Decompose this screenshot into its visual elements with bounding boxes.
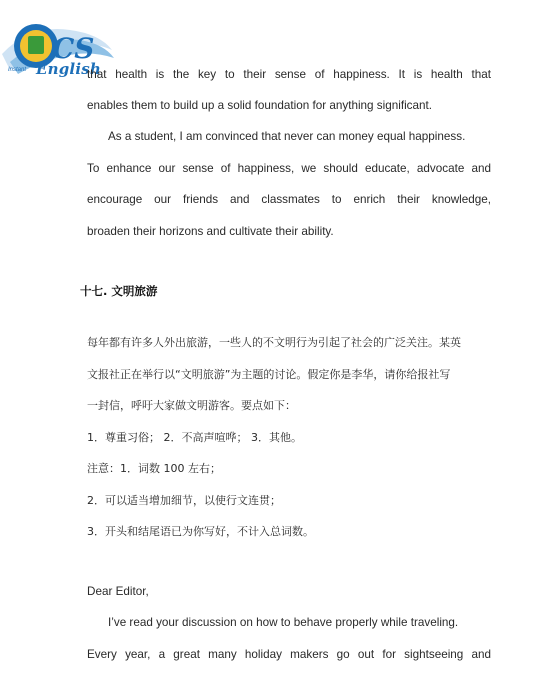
essay-line-6: broaden their horizons and cultivate their ability. <box>87 225 334 238</box>
task-line-5: 注意：1．词数 100 左右； <box>87 462 221 475</box>
letter-line-2: Every year, a great many holiday makers go out for sightseeing and <box>87 648 491 661</box>
task-line-1: 每年都有许多人外出旅游，一些人的不文明行为引起了社会的广泛关注。某英 <box>87 336 461 349</box>
task-line-4: 1．尊重习俗； 2．不高声喧哗； 3．其他。 <box>87 431 302 444</box>
letter-line-1: I’ve read your discussion on how to behave properly while traveling. <box>108 616 459 629</box>
essay-line-2: enables them to build up a solid foundation for anything significant. <box>87 99 433 112</box>
task-line-7: 3．开头和结尾语已为你写好，不计入总词数。 <box>87 525 314 538</box>
section-heading: 十七. 文明旅游 <box>80 284 158 298</box>
logo-brand-text: English <box>36 60 101 78</box>
logo-tagline: Instant <box>8 67 27 73</box>
essay-line-5: encourage our friends and classmates to enrich their knowledge, <box>87 193 491 206</box>
letter-salutation: Dear Editor, <box>87 585 149 598</box>
logo-badge-text: CS <box>52 32 95 65</box>
task-line-3: 一封信，呼吁大家做文明游客。要点如下： <box>87 399 296 412</box>
task-line-2: 文报社正在举行以“文明旅游”为主题的讨论。假定你是李华，请你给报社写 <box>87 368 451 381</box>
task-line-6: 2．可以适当增加细节，以使行文连贯； <box>87 494 281 507</box>
essay-line-1: that health is the key to their sense of happiness. It is health that <box>87 68 491 81</box>
essay-line-3: As a student, I am convinced that never can money equal happiness. <box>108 130 466 143</box>
essay-line-4: To enhance our sense of happiness, we should educate, advocate and <box>87 162 491 175</box>
